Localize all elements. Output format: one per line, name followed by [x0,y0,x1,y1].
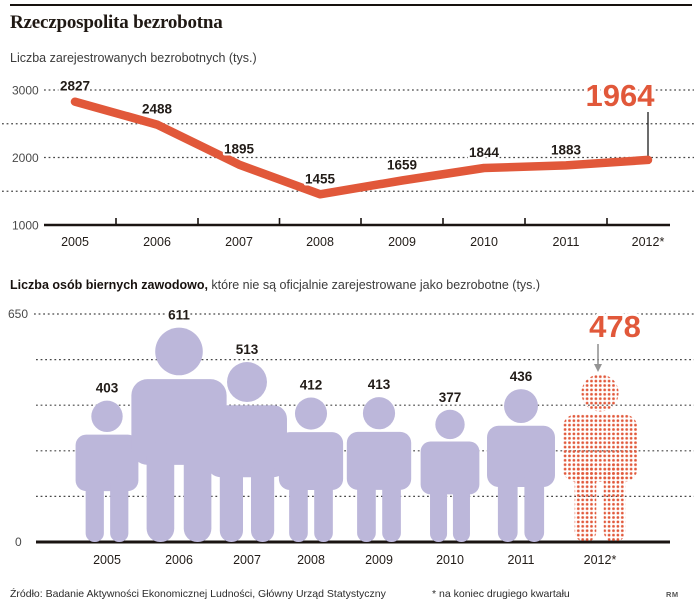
figure-leg [220,458,243,542]
highlighted-value-label: 1964 [585,80,655,113]
x-tick-label: 2008 [306,235,334,249]
value-label: 1844 [468,145,500,161]
person-figure-2005 [76,401,139,542]
y-tick-label: 2000 [12,151,39,165]
value-label: 1895 [223,141,255,157]
person-figure-2010 [421,410,480,542]
figure-head [227,362,267,402]
value-label: 2488 [141,101,173,117]
figure-torso [207,405,287,477]
masthead-rule [10,4,692,6]
figure-head [504,389,538,423]
value-label: 611 [168,307,190,323]
x-tick-label: 2010 [436,553,464,567]
x-tick-label: 2007 [233,553,261,567]
value-label: 1455 [304,171,336,187]
value-label: 2827 [59,80,91,94]
figure-head [435,410,464,439]
figure-leg [382,474,401,542]
x-tick-label: 2006 [143,235,171,249]
x-tick-label: 2011 [552,235,580,249]
figure-leg [604,464,626,542]
person-figure-2009 [347,397,411,542]
y-tick-label: 1000 [12,218,39,233]
figure-leg [289,475,308,542]
x-tick-label: 2006 [165,553,193,567]
figure-torso [487,426,555,487]
x-tick-label: 2005 [61,235,89,249]
figure-torso [347,432,411,490]
y-tick-label: 3000 [12,83,39,98]
value-label: 1883 [550,142,582,158]
x-tick-label: 2012* [631,235,665,249]
person-figure-2008 [279,397,343,542]
value-label: 403 [95,380,119,396]
figure-leg [147,442,175,542]
x-tick-label: 2010 [470,235,498,249]
inactive-people-pictogram-chart [0,300,696,572]
figure-torso [76,435,139,492]
pictogram-title-bold: Liczba osób biernych zawodowo, [10,278,208,292]
person-figure-2011 [487,389,555,542]
figure-torso [279,432,343,490]
value-label: 377 [438,389,462,405]
page-title: Rzeczpospolita bezrobotna [10,12,223,33]
value-label: 413 [367,377,391,393]
x-tick-label: 2008 [297,553,325,567]
figure-leg [498,471,518,542]
value-label: 436 [509,369,533,385]
person-figure-2012 [563,374,638,542]
figure-head [363,397,395,429]
source-note: Źródło: Badanie Aktywności Ekonomicznej Ludności, Główny Urząd Statystyczny [10,588,386,600]
highlighted-value-label: 478 [589,309,641,344]
credit-logo: RM [666,590,679,599]
figure-leg [357,474,376,542]
x-tick-label: 2009 [388,235,416,249]
figure-head [155,328,203,376]
figure-torso [563,415,638,482]
pictogram-title-regular: które nie są oficjalnie zarejestrowane jako bezrobotne (tys.) [211,278,541,292]
y-tick-label: 0 [15,535,22,549]
highlight-arrow-head [594,364,602,372]
x-tick-label: 2011 [507,553,535,567]
figure-leg [453,480,470,542]
figure-leg [575,464,597,542]
value-label: 1659 [386,157,418,173]
figure-head [581,374,618,411]
figure-leg [251,458,274,542]
footer [0,588,696,604]
pictogram-chart-title [10,278,540,292]
figure-leg [86,476,104,542]
figure-head [91,401,122,432]
y-tick-label: 650 [8,307,29,321]
x-tick-label: 2009 [365,553,393,567]
x-tick-label: 2012* [583,553,617,567]
figure-torso [421,441,480,494]
figure-leg [524,471,544,542]
line-chart-subtitle: Liczba zarejestrowanych bezrobotnych (tys.) [10,51,257,65]
value-label: 412 [299,377,323,393]
asterisk-note: * na koniec drugiego kwartału [432,588,570,600]
x-tick-label: 2005 [93,553,121,567]
figure-head [295,397,327,429]
figure-leg [314,475,333,542]
x-tick-label: 2007 [225,235,253,249]
registered-unemployed-line-chart [0,80,696,255]
figure-leg [430,480,447,542]
value-label: 513 [235,342,259,358]
figure-leg [110,476,128,542]
